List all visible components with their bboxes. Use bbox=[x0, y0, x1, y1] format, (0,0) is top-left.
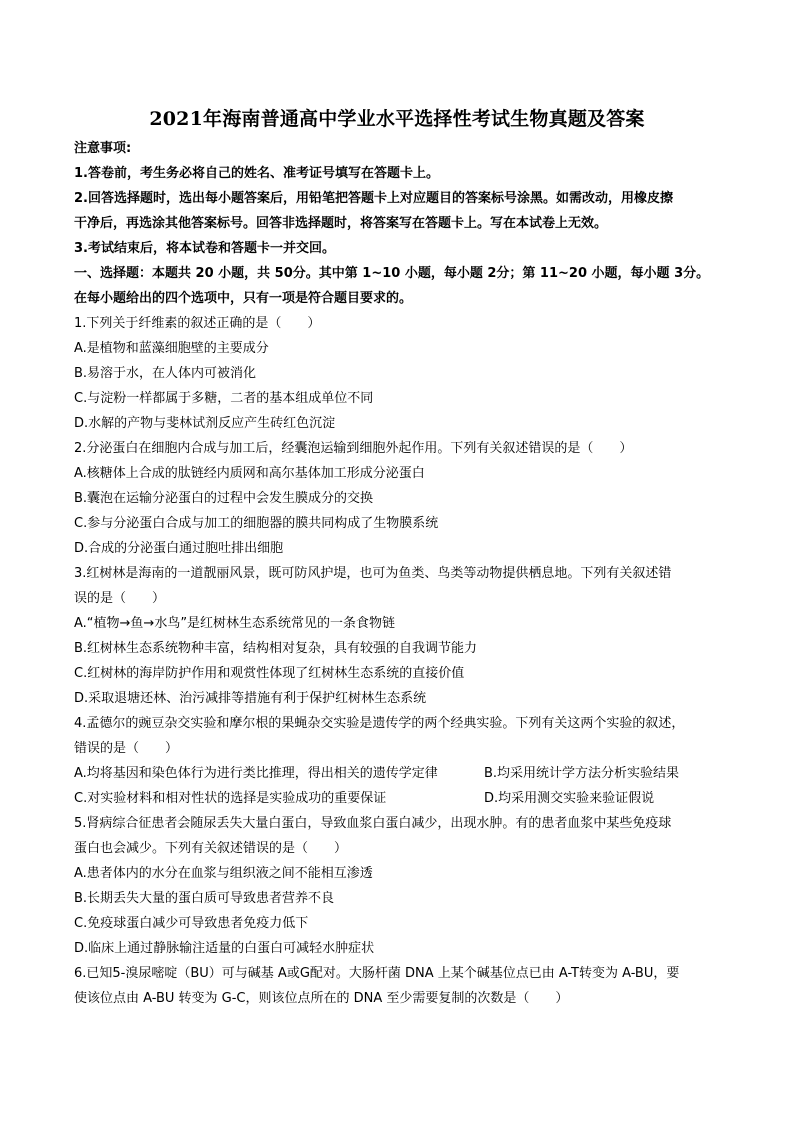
option: D.临床上通过静脉输注适量的白蛋白可减轻水肿症状 bbox=[74, 941, 375, 956]
option: C.与淀粉一样都属于多糖，二者的基本组成单位不同 bbox=[74, 391, 374, 406]
option: C.对实验材料和相对性状的选择是实验成功的重要保证 bbox=[74, 791, 387, 806]
section-instructions: 在每小题给出的四个选项中，只有一项是符合题目要求的。 bbox=[74, 291, 413, 306]
option: C.红树林的海岸防护作用和观赏性体现了红树林生态系统的直接价值 bbox=[74, 666, 465, 681]
option: B.囊泡在运输分泌蛋白的过程中会发生膜成分的交换 bbox=[74, 491, 374, 506]
option: B.红树林生态系统物种丰富，结构相对复杂，具有较强的自我调节能力 bbox=[74, 641, 478, 656]
notice-item: 3.考试结束后，将本试卷和答题卡一并交回。 bbox=[74, 241, 335, 256]
question-stem: 5.肾病综合征患者会随尿丢失大量白蛋白，导致血浆白蛋白减少，出现水肿。有的患者血浆中某些免疫球 bbox=[74, 816, 672, 831]
option: A.核糖体上合成的肽链经内质网和高尔基体加工形成分泌蛋白 bbox=[74, 466, 425, 481]
option: B.长期丢失大量的蛋白质可导致患者营养不良 bbox=[74, 891, 335, 906]
question-stem: 3.红树林是海南的一道靓丽风景，既可防风护堤，也可为鱼类、鸟类等动物提供栖息地。下列有关叙述错 bbox=[74, 566, 672, 581]
question-stem: 蛋白也会减少。下列有关叙述错误的是（ ） bbox=[74, 841, 348, 856]
option: D.合成的分泌蛋白通过胞吐排出细胞 bbox=[74, 541, 284, 556]
question-stem: 2.分泌蛋白在细胞内合成与加工后，经囊泡运输到细胞外起作用。下列有关叙述错误的是（ ） bbox=[74, 441, 633, 456]
section-instructions: 一、选择题：本题共 20 小题，共 50分。其中第 1~10 小题，每小题 2分；第 11~20 小题，每小题 3分。 bbox=[74, 266, 710, 281]
option: D.水解的产物与斐林试剂反应产生砖红色沉淀 bbox=[74, 416, 336, 431]
notice-item: 干净后，再选涂其他答案标号。回答非选择题时，将答案写在答题卡上。写在本试卷上无效。 bbox=[74, 216, 608, 231]
question-stem: 误的是（ ） bbox=[74, 591, 166, 606]
option: B.均采用统计学方法分析实验结果 bbox=[484, 766, 680, 781]
option: A.均将基因和染色体行为进行类比推理，得出相关的遗传学定律 bbox=[74, 766, 438, 781]
question-stem: 6.已知5-溴尿嘧啶（BU）可与碱基 A或G配对。大肠杆菌 DNA 上某个碱基位点已由 A-T转变为 A-BU，要 bbox=[74, 966, 680, 981]
option: D.均采用测交实验来验证假说 bbox=[484, 791, 655, 806]
option: B.易溶于水，在人体内可被消化 bbox=[74, 366, 257, 381]
question-stem: 1.下列关于纤维素的叙述正确的是（ ） bbox=[74, 316, 321, 331]
option: C.参与分泌蛋白合成与加工的细胞器的膜共同构成了生物膜系统 bbox=[74, 516, 439, 531]
question-stem: 使该位点由 A-BU 转变为 G-C，则该位点所在的 DNA 至少需要复制的次数是（ ） bbox=[74, 991, 569, 1006]
option: C.免疫球蛋白减少可导致患者免疫力低下 bbox=[74, 916, 309, 931]
notice-item: 2.回答选择题时，选出每小题答案后，用铅笔把答题卡上对应题目的答案标号涂黑。如需改动，用橡皮擦 bbox=[74, 191, 673, 206]
question-stem: 错误的是（ ） bbox=[74, 741, 179, 756]
notice-heading: 注意事项: bbox=[74, 141, 132, 156]
page-title: 2021年海南普通高中学业水平选择性考试生物真题及答案 bbox=[149, 108, 645, 130]
option: A.是植物和蓝藻细胞壁的主要成分 bbox=[74, 341, 269, 356]
notice-item: 1.答卷前，考生务必将自己的姓名、准考证号填写在答题卡上。 bbox=[74, 166, 439, 181]
option: D.采取退塘还林、治污减排等措施有利于保护红树林生态系统 bbox=[74, 691, 427, 706]
option: A.“植物→鱼→水鸟”是红树林生态系统常见的一条食物链 bbox=[74, 616, 396, 631]
option: A.患者体内的水分在血浆与组织液之间不能相互渗透 bbox=[74, 866, 373, 881]
question-stem: 4.孟德尔的豌豆杂交实验和摩尔根的果蝇杂交实验是遗传学的两个经典实验。下列有关这两个实验的叙述， bbox=[74, 716, 685, 731]
